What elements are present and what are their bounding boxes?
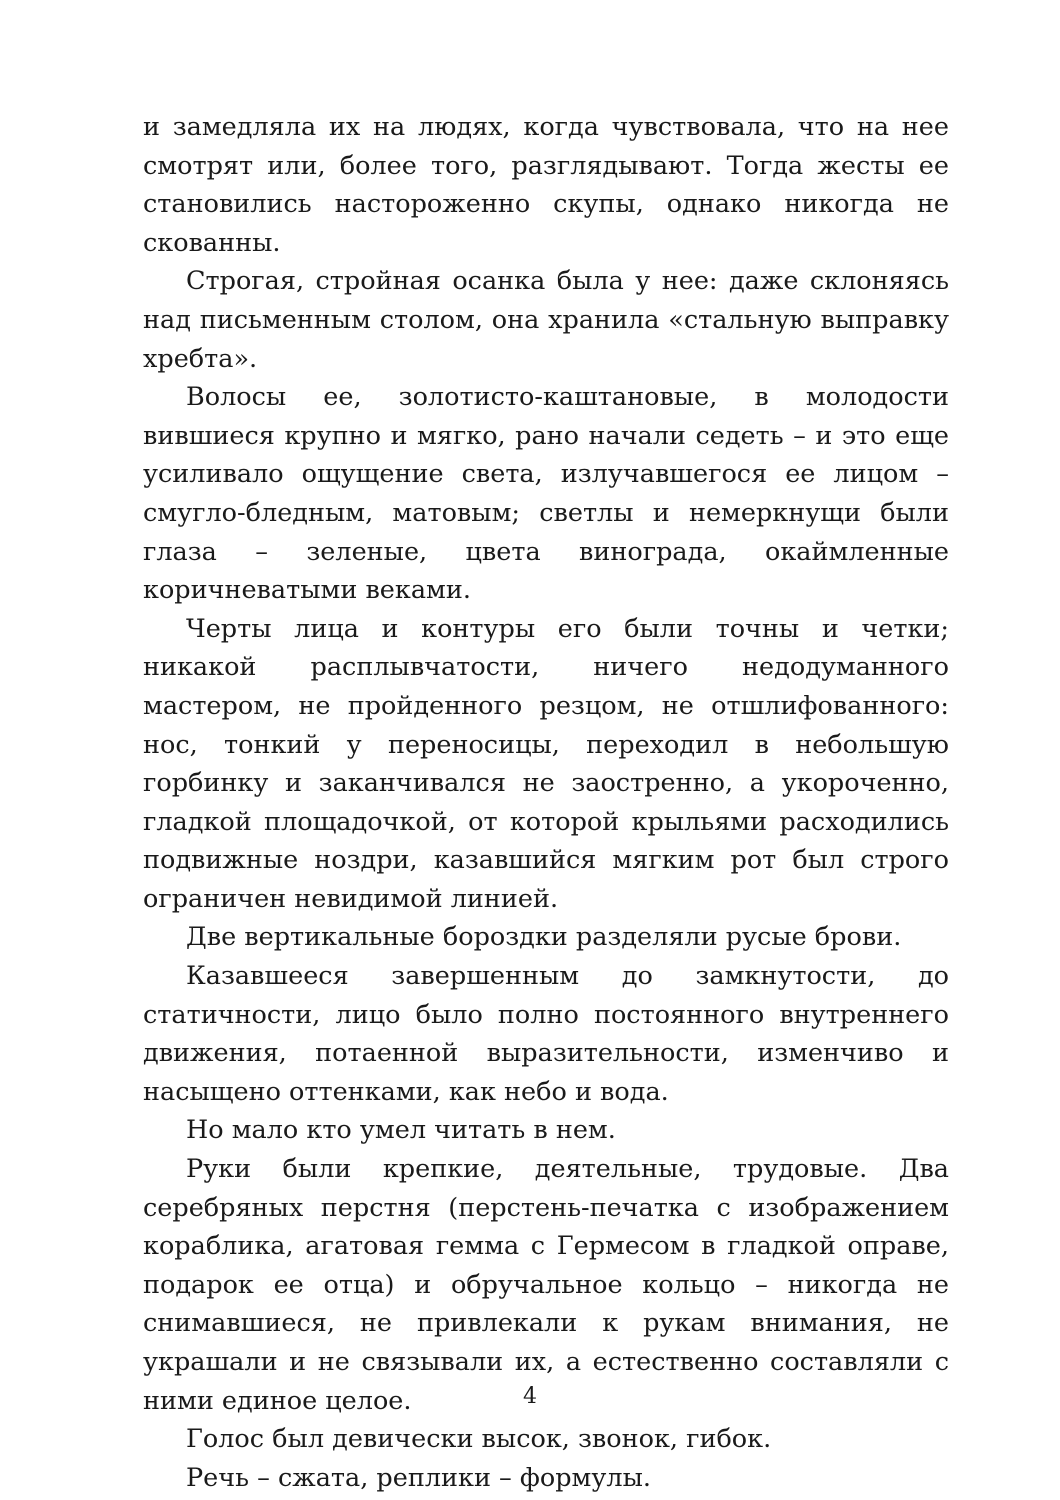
paragraph: Казавшееся завершенным до замкнутости, до статичности, лицо было полно постоянного внутреннего движения, потаенной выразительности, изменчиво и насыщено оттенками, как небо и вода. <box>143 961 949 1107</box>
paragraph: Руки были крепкие, деятельные, трудовые. Два серебряных перстня (перстень-печатка с изображением кораблика, агатовая гемма с Гермесом в гладкой оправе, подарок ее отца) и обручальное кольцо – никогда не снимавшиеся, не привлекали к рукам внимания, не украшали и не связывали их, а естественно составляли с ними единое целое. <box>143 1154 949 1416</box>
page-number: 4 <box>523 1384 537 1409</box>
body-text <box>143 108 949 1497</box>
paragraph: Две вертикальные бороздки разделяли русые брови. <box>186 922 902 953</box>
paragraph: Волосы ее, золотисто-каштановые, в молодости вившиеся крупно и мягко, рано начали седеть – и это еще усиливало ощущение света, излучавшегося ее лицом – смугло-бледным, матовым; светлы и немеркнущи были глаза – зеленые, цвета винограда, окаймленные коричневатыми веками. <box>143 382 949 606</box>
paragraph: Строгая, стройная осанка была у нее: даже склоняясь над письменным столом, она хранила «стальную выправку хребта». <box>143 266 949 374</box>
paragraph: Но мало кто умел читать в нем. <box>186 1115 616 1146</box>
paragraph: Черты лица и контуры его были точны и четки; никакой расплывчатости, ничего недодуманного мастером, не пройденного резцом, не отшлифованного: нос, тонкий у переносицы, переходил в небольшую горбинку и заканчивался не заостренно, а укороченно, гладкой площадочкой, от которой крыльями расходились подвижные ноздри, казавшийся мягким рот был строго ограничен невидимой линией. <box>143 613 949 914</box>
paragraph: Речь – сжата, реплики – формулы. <box>186 1462 651 1493</box>
paragraph-continued: и замедляла их на людях, когда чувствовала, что на нее смотрят или, более того, разглядывают. Тогда жесты ее становились настороженно скупы, однако никогда не скованны. <box>143 112 949 258</box>
paragraph: Голос был девически высок, звонок, гибок. <box>186 1424 772 1455</box>
